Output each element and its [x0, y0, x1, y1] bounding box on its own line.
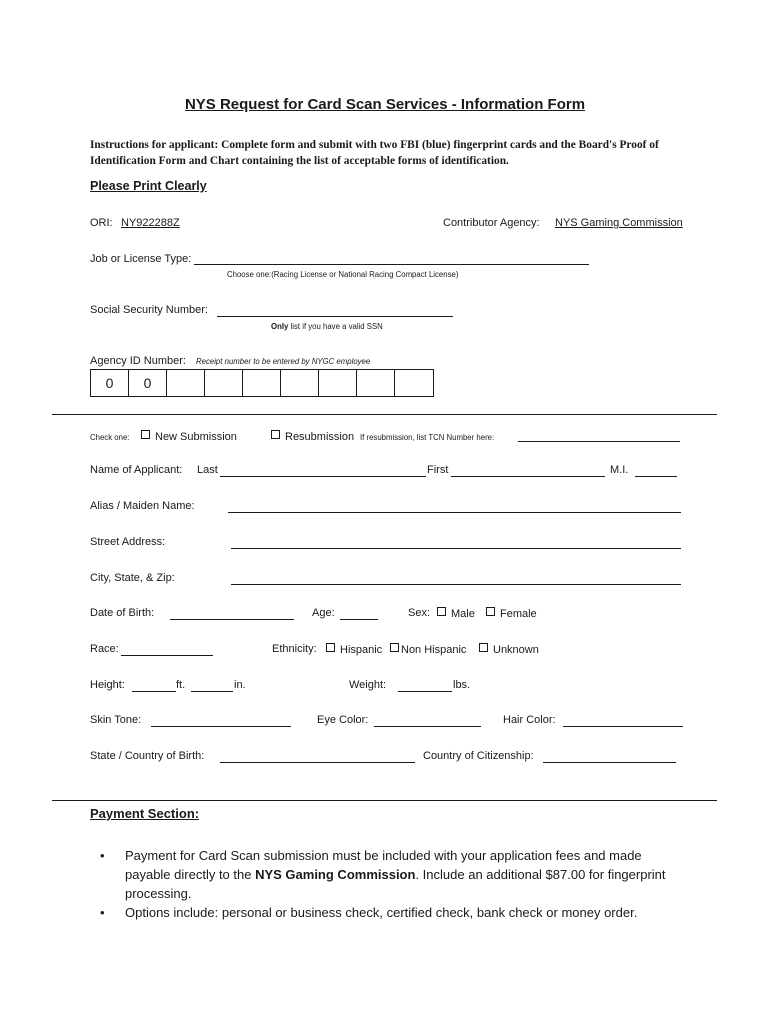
agency-id-grid — [90, 369, 434, 397]
mi-label: M.I. — [610, 464, 629, 476]
skin-label: Skin Tone: — [90, 714, 142, 726]
ori-label: ORI: — [90, 217, 113, 229]
birth-field[interactable] — [220, 762, 415, 763]
hair-label: Hair Color: — [503, 714, 556, 726]
height-ft-field[interactable] — [132, 691, 176, 692]
agency-id-cell[interactable] — [357, 370, 395, 396]
alias-field[interactable] — [228, 512, 681, 513]
weight-field[interactable] — [398, 691, 452, 692]
agency-id-hint: Receipt number to be entered by NYGC employee — [196, 357, 371, 366]
ssn-hint: Only list if you have a valid SSN — [271, 322, 383, 331]
ori-value: NY922288Z — [121, 217, 180, 229]
tcn-label: If resubmission, list TCN Number here: — [360, 433, 495, 442]
dob-field[interactable] — [170, 619, 294, 620]
agency-id-cell[interactable]: 0 — [91, 370, 129, 396]
height-in-field[interactable] — [191, 691, 233, 692]
agency-id-cell[interactable] — [205, 370, 243, 396]
street-field[interactable] — [231, 548, 681, 549]
last-label: Last — [197, 464, 218, 476]
checkbox-icon[interactable] — [271, 430, 280, 439]
citizenship-label: Country of Citizenship: — [423, 750, 534, 762]
checkbox-icon[interactable] — [479, 643, 488, 652]
ethnicity-hispanic-option[interactable]: Hispanic — [326, 643, 382, 656]
weight-unit: lbs. — [453, 679, 471, 691]
sex-female-option[interactable]: Female — [486, 607, 537, 620]
payment-heading: Payment Section: — [90, 806, 200, 821]
dob-label: Date of Birth: — [90, 607, 155, 619]
city-field[interactable] — [231, 584, 681, 585]
new-submission-option[interactable]: New Submission — [141, 430, 237, 443]
form-title: NYS Request for Card Scan Services - Information Form — [184, 96, 586, 113]
agency-id-cell[interactable] — [319, 370, 357, 396]
tcn-field[interactable] — [518, 441, 680, 442]
resubmission-option[interactable]: Resubmission — [271, 430, 354, 443]
street-label: Street Address: — [90, 536, 166, 548]
ssn-field[interactable] — [217, 316, 453, 317]
ssn-label: Social Security Number: — [90, 304, 208, 316]
height-in-unit: in. — [234, 679, 246, 691]
agency-id-cell[interactable] — [281, 370, 319, 396]
agency-id-cell[interactable] — [243, 370, 281, 396]
first-label: First — [427, 464, 449, 476]
checkbox-icon[interactable] — [141, 430, 150, 439]
ethnicity-non-hispanic-option[interactable]: Non Hispanic — [390, 643, 466, 656]
checkbox-icon[interactable] — [390, 643, 399, 652]
height-label: Height: — [90, 679, 125, 691]
divider-bottom — [52, 800, 717, 801]
ethnicity-unknown-option[interactable]: Unknown — [479, 643, 539, 656]
age-field[interactable] — [340, 619, 378, 620]
payment-bullet-2: • Options include: personal or business check, certified check, bank check or money order. — [100, 903, 690, 922]
alias-label: Alias / Maiden Name: — [90, 500, 195, 512]
birth-label: State / Country of Birth: — [90, 750, 205, 762]
first-name-field[interactable] — [451, 476, 605, 477]
mi-field[interactable] — [635, 476, 677, 477]
divider-top — [52, 414, 717, 415]
checkbox-icon[interactable] — [326, 643, 335, 652]
eye-field[interactable] — [374, 726, 481, 727]
payment-list — [100, 846, 690, 922]
job-label: Job or License Type: — [90, 253, 192, 265]
agency-label: Contributor Agency: — [443, 217, 540, 229]
checkbox-icon[interactable] — [437, 607, 446, 616]
payment-bullet-1: • Payment for Card Scan submission must be included with your application fees and made payable directly to the NYS Gaming Commission. Include an additional $87.00 for fingerprint processing. — [100, 846, 690, 903]
citizenship-field[interactable] — [543, 762, 676, 763]
agency-value: NYS Gaming Commission — [555, 217, 683, 229]
check-one-label: Check one: — [90, 433, 130, 442]
height-ft-unit: ft. — [176, 679, 186, 691]
job-field[interactable] — [194, 264, 589, 265]
city-label: City, State, & Zip: — [90, 572, 175, 584]
sex-label: Sex: — [408, 607, 431, 619]
race-label: Race: — [90, 643, 119, 655]
agency-id-cell[interactable]: 0 — [129, 370, 167, 396]
agency-id-label: Agency ID Number: — [90, 355, 186, 367]
sex-male-option[interactable]: Male — [437, 607, 475, 620]
eye-label: Eye Color: — [317, 714, 369, 726]
please-print-heading: Please Print Clearly — [90, 179, 207, 193]
checkbox-icon[interactable] — [486, 607, 495, 616]
weight-label: Weight: — [349, 679, 387, 691]
job-hint: Choose one:(Racing License or National Racing Compact License) — [227, 270, 459, 279]
last-name-field[interactable] — [220, 476, 426, 477]
agency-id-cell[interactable] — [395, 370, 433, 396]
hair-field[interactable] — [563, 726, 683, 727]
ethnicity-label: Ethnicity: — [272, 643, 317, 655]
age-label: Age: — [312, 607, 335, 619]
name-label: Name of Applicant: — [90, 464, 183, 476]
instructions: Instructions for applicant: Complete form and submit with two FBI (blue) fingerprint cards and the Board's Proof of Identification Form and Chart containing the list of acceptable forms of identification. — [90, 139, 659, 167]
agency-id-cell[interactable] — [167, 370, 205, 396]
race-field[interactable] — [121, 655, 213, 656]
skin-field[interactable] — [151, 726, 291, 727]
